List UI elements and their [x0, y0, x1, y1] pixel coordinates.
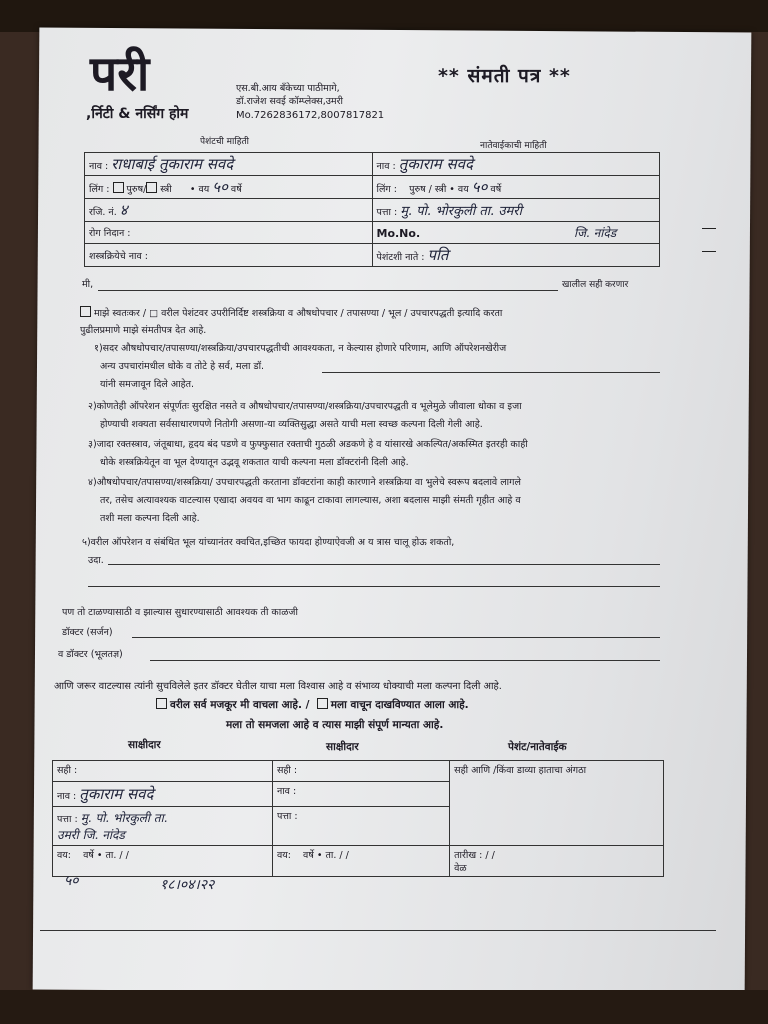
- witness-1-name-label: नाव :: [57, 791, 77, 802]
- surgeon-name-line: [132, 637, 660, 638]
- patient-name-label: नाव :: [89, 161, 109, 172]
- read-to-me-label: मला वाचून दाखविण्यात आला आहे.: [330, 699, 469, 711]
- witness-2-age-label: वय:: [276, 850, 291, 861]
- patient-years-label: वर्षे: [230, 184, 242, 195]
- patient-relative-heading: पेशंट/नातेवाईक: [508, 741, 567, 753]
- surgery-name-label: शस्त्रक्रियेचे नाव :: [89, 250, 148, 262]
- bottom-background: [0, 990, 768, 1024]
- read-self-label: वरील सर्व मजकूर मी वाचला आहे. /: [170, 699, 310, 711]
- witness-1-age-handwritten: ५०: [64, 873, 79, 889]
- self-checkbox[interactable]: [80, 306, 91, 317]
- anesthetist-name-line: [150, 660, 660, 661]
- care-line: पण तो टाळण्यासाठी व झाल्यास सुधारण्यासाठी आवश्यक ती काळजी: [62, 607, 298, 618]
- relative-age-value: ५०: [471, 178, 488, 196]
- patient-name-value: राधाबाई तुकाराम सवदे: [111, 155, 234, 173]
- bottom-rule: [40, 930, 716, 931]
- witness-2-heading: साक्षीदार: [326, 741, 359, 753]
- relation-value: पति: [427, 246, 449, 264]
- relative-years-label: वर्षे: [490, 184, 502, 195]
- me-label: मी,: [82, 279, 94, 290]
- surgeon-label: डॉक्टर (सर्जन): [62, 627, 113, 638]
- witness-1-age-label: वय:: [57, 850, 71, 861]
- male-label: पुरुष/: [126, 184, 147, 195]
- example-line-2: [88, 586, 660, 587]
- patient-gender-label: लिंग :: [89, 184, 110, 195]
- witness-1-address-value-2: उमरी जि. नांदेड: [57, 828, 125, 842]
- patient-time-label: वेळ: [454, 863, 467, 874]
- trust-line: आणि जरूर वाटल्यास त्यांनी सुचविलेले इतर डॉक्टर घेतील याचा मला विश्वास आहे व संभाव्य धोक्याची मला कल्पना दिली आहे.: [54, 681, 502, 692]
- phone-numbers: Mo.7262836172,8007817821: [236, 110, 385, 121]
- witness-1-age-date: वर्षे • ता. / /: [83, 850, 129, 861]
- patient-date-label: तारीख : / /: [454, 850, 495, 861]
- hospital-logo: परी: [90, 46, 150, 102]
- witness-1-address-label: पत्ता :: [57, 814, 78, 825]
- example-line-1: [108, 564, 660, 565]
- relative-name-value: तुकाराम सवदे: [398, 155, 473, 173]
- patient-age-label: • वय: [189, 184, 210, 195]
- relative-gender-label: लिंग :: [376, 184, 397, 195]
- witness-2-name-label: नाव :: [276, 786, 297, 797]
- anesthetist-label: व डॉक्टर (भूलतज्ञ): [58, 649, 123, 660]
- point-2-line-2: होण्याची शक्यता सर्वसाधारणपणे नितोगी असणा-या व्यक्तिसुद्धा असते याची मला स्वच्छ कल्पना दिली गेली आहे.: [100, 419, 483, 430]
- doctor-name-line: [322, 372, 660, 373]
- intro-line-1: माझे स्वतःकर / □ वरील पेशंटवर उपरीनिर्दिष्ट शस्त्रक्रिया व औषधोपचार / तपासण्या / भूल / उपचारपद्धती इत्यादि करता: [94, 308, 503, 319]
- point-2-line-1: २)कोणतेही ऑपरेशन संपूर्णतः सुरक्षित नसते व औषधोपचार/तपासण्या/शस्त्रक्रिया/उपचारपद्धती व भूलेमुळे जीवाला धोका व इजा: [88, 401, 522, 412]
- witness-1-date-handwritten: १८।०४।२२: [160, 877, 215, 893]
- point-1-line-1: १)सदर औषधोपचार/तपासण्या/शस्त्रक्रिया/उपचारपद्धतीची आवश्यकता, न केल्यास होणारे परिणाम, आणि ऑपरेशनखेरीज: [94, 343, 507, 354]
- relative-address-value: मु. पो. भोरकुली ता. उमरी: [400, 204, 522, 219]
- witness-1-name-value: तुकाराम सवदे: [79, 785, 154, 803]
- point-5-example-label: उदा.: [88, 555, 104, 566]
- relation-label: पेशंटशी नाते :: [376, 252, 425, 263]
- point-1-line-3: यांनी समजावून दिले आहेत.: [100, 379, 195, 390]
- patient-age-value: ५०: [212, 178, 228, 196]
- relative-name-label: नाव :: [376, 161, 396, 172]
- relative-gender-text: पुरुष / स्त्री • वय: [409, 184, 469, 195]
- read-self-checkbox[interactable]: [156, 698, 167, 709]
- signer-label: खालील सही करणार: [562, 280, 629, 290]
- point-5-line-1: ५)वरील ऑपरेशन व संबंधित भूल यांच्यानंतर क्वचित,इच्छित फायदा होण्याऐवजी अ य त्रास चालू होऊ शकतो,: [82, 537, 455, 548]
- intro-line-2: पुढीलप्रमाणे माझे संमतीपत्र देत आहे.: [80, 325, 207, 336]
- signer-name-line: [98, 290, 558, 291]
- mobile-label: Mo.No.: [376, 227, 421, 240]
- relative-address-value-2: जि. नांदेड: [573, 226, 617, 240]
- point-4-line-1: ४)औषधोपचार/तपासण्या/शस्त्रक्रिया/ उपचारपद्धती करताना डॉक्टरांना काही कारणाने शस्त्रक्रिया वा भुलेचे स्वरूप बदलावे लागले: [88, 477, 521, 488]
- info-table: [84, 152, 660, 267]
- female-checkbox[interactable]: [146, 182, 157, 193]
- point-1-line-2: अन्य उपचारांमधील धोके व तोटे हे सर्व, मला डॉ.: [100, 361, 265, 372]
- point-4-line-2: तर, तसेच अत्यावश्यक वाटल्यास एखादा अवयव वा भाग काढून टाकावा लागल्यास, अशा बदलास माझी संमती गृहीत आहे व: [100, 495, 521, 506]
- registration-label: रजि. नं.: [89, 207, 117, 218]
- witness-2-address-label: पत्ता :: [276, 811, 298, 822]
- side-margin-mark: [702, 228, 716, 252]
- witness-2-sign-label: सही :: [276, 765, 298, 776]
- witness-1-sign-label: सही :: [57, 765, 78, 776]
- form-title: ** संमती पत्र **: [438, 65, 571, 87]
- witness-1-heading: साक्षीदार: [128, 739, 161, 751]
- witness-2-age-date: वर्षे • ता. / /: [303, 850, 349, 861]
- sign-or-thumb-label: सही आणि /किंवा डाव्या हाताचा अंगठा: [454, 765, 587, 776]
- relative-address-label: पत्ता :: [376, 207, 398, 218]
- male-checkbox[interactable]: [113, 182, 124, 193]
- point-3-line-1: ३)जादा रक्तस्त्राव, जंतूबाधा, हृदय बंद पडणे व फुफ्फुसात रक्ताची गुठळी अडकणे हे व यांसारखे अकल्पित/अकस्मित इतरही काही: [88, 439, 528, 450]
- hospital-subtitle: ,र्निटी & नर्सिंग होम: [86, 106, 189, 122]
- point-3-line-2: धोके शस्त्रक्रियेतून वा भूल देण्यातून उद्भवू शकतात याची कल्पना मला डॉक्टरांनी दिली आहे.: [100, 457, 409, 468]
- address-line-2: डॉ.राजेश सवई कॉम्प्लेक्स,उमरी: [236, 96, 343, 107]
- registration-value: ४: [119, 201, 128, 219]
- female-label: स्त्री: [160, 184, 172, 195]
- address-line-1: एस.बी.आय बँकेच्या पाठीमागे,: [236, 83, 340, 94]
- relative-heading: नातेवाईकाची माहिती: [480, 141, 547, 151]
- point-4-line-3: तशी मला कल्पना दिली आहे.: [100, 513, 200, 524]
- signature-table: [52, 760, 664, 877]
- read-to-me-checkbox[interactable]: [317, 698, 328, 709]
- witness-1-address-value: मु. पो. भोरकुली ता.: [80, 811, 168, 825]
- agree-line: मला तो समजला आहे व त्यास माझी संपूर्ण मान्यता आहे.: [226, 719, 444, 731]
- patient-heading: पेशंटची माहिती: [200, 137, 249, 147]
- diagnosis-label: रोग निदान :: [89, 228, 131, 239]
